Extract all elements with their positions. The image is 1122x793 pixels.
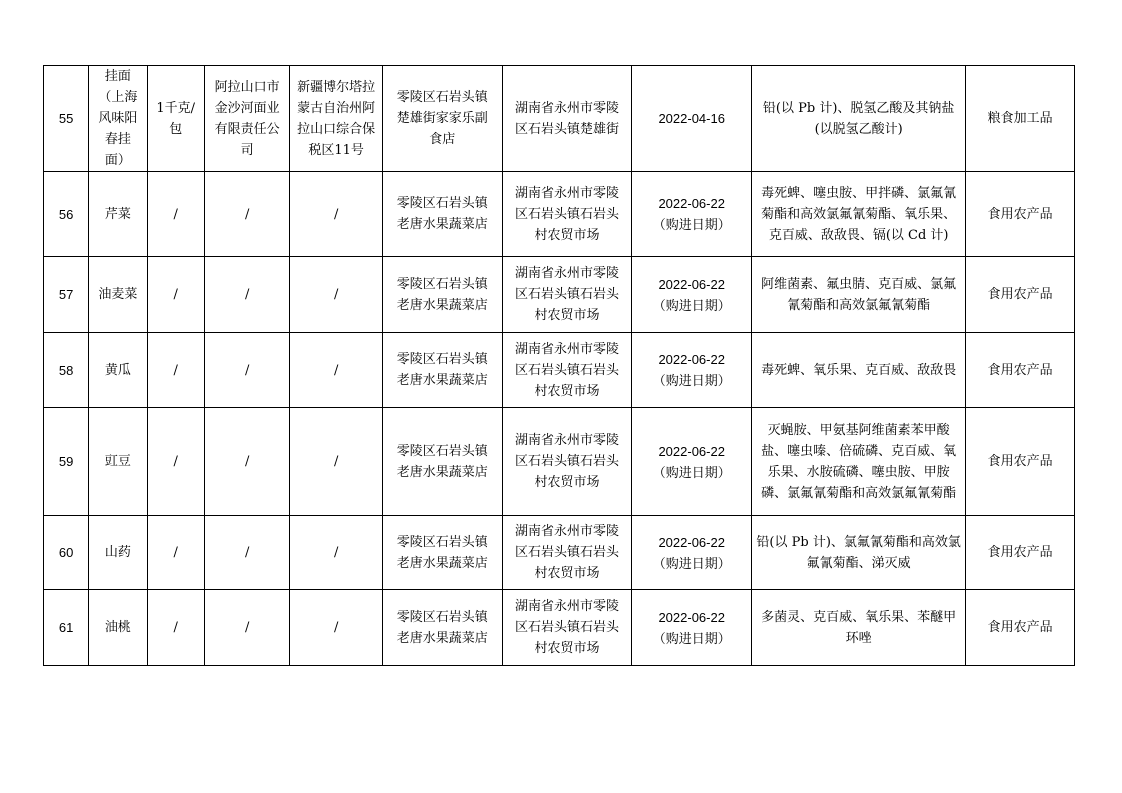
seller-address: 湖南省永州市零陵区石岩头镇楚雄街	[502, 66, 632, 172]
producer-address: /	[290, 257, 383, 333]
date-note: （购进日期）	[652, 630, 731, 646]
table-row	[44, 516, 1075, 590]
sampling-date	[632, 172, 752, 257]
producer-address: /	[290, 408, 383, 516]
producer-name: /	[204, 516, 289, 590]
row-number: 56	[44, 172, 89, 257]
test-items: 毒死蜱、氧乐果、克百威、敌敌畏	[752, 333, 966, 408]
date-value: 2022-04-16	[658, 111, 725, 126]
sampling-date	[632, 333, 752, 408]
seller-address: 湖南省永州市零陵区石岩头镇石岩头村农贸市场	[502, 333, 632, 408]
product-name: 挂面（上海风味阳春挂面）	[89, 66, 147, 172]
producer-address: /	[290, 516, 383, 590]
food-category: 粮食加工品	[966, 66, 1075, 172]
seller-address: 湖南省永州市零陵区石岩头镇石岩头村农贸市场	[502, 516, 632, 590]
date-note: （购进日期）	[652, 373, 731, 388]
seller-address: 湖南省永州市零陵区石岩头镇石岩头村农贸市场	[502, 172, 632, 257]
product-spec: /	[147, 516, 204, 590]
product-name: 芹菜	[89, 172, 147, 257]
row-number: 59	[44, 408, 89, 516]
test-items: 毒死蜱、噻虫胺、甲拌磷、氯氟氰菊酯和高效氯氟氰菊酯、氧乐果、克百威、敌敌畏、镉(以 Cd 计)	[752, 172, 966, 257]
test-items: 铅(以 Pb 计)、氯氟氰菊酯和高效氯氟氰菊酯、涕灭威	[752, 516, 966, 590]
date-note: （购进日期）	[652, 217, 731, 232]
date-value: 2022-06-22	[658, 352, 725, 367]
sampling-results-table	[43, 65, 1075, 666]
table-row	[44, 257, 1075, 333]
table-row	[44, 66, 1075, 172]
row-number: 61	[44, 590, 89, 666]
test-items: 灭蝇胺、甲氨基阿维菌素苯甲酸盐、噻虫嗪、倍硫磷、克百威、氧乐果、水胺硫磷、噻虫胺、甲胺磷、氯氟氰菊酯和高效氯氟氰菊酯	[752, 408, 966, 516]
producer-address: 新疆博尔塔拉蒙古自治州阿拉山口综合保税区11号	[290, 66, 383, 172]
table-row	[44, 408, 1075, 516]
seller-name: 零陵区石岩头镇楚雄街家家乐副食店	[382, 66, 502, 172]
date-value: 2022-06-22	[658, 196, 725, 211]
food-category: 食用农产品	[966, 516, 1075, 590]
test-items: 铅(以 Pb 计)、脱氢乙酸及其钠盐(以脱氢乙酸计)	[752, 66, 966, 172]
sampling-date	[632, 590, 752, 666]
product-name: 油桃	[89, 590, 147, 666]
sampling-date	[632, 257, 752, 333]
product-spec: /	[147, 172, 204, 257]
producer-name: /	[204, 172, 289, 257]
seller-name: 零陵区石岩头镇老唐水果蔬菜店	[382, 516, 502, 590]
product-name: 山药	[89, 516, 147, 590]
producer-address: /	[290, 590, 383, 666]
date-value: 2022-06-22	[658, 443, 725, 459]
product-spec: /	[147, 408, 204, 516]
food-category: 食用农产品	[966, 257, 1075, 333]
sampling-date	[632, 408, 752, 516]
date-value: 2022-06-22	[658, 534, 725, 550]
producer-name: 阿拉山口市金沙河面业有限责任公司	[204, 66, 289, 172]
producer-name: /	[204, 333, 289, 408]
producer-name: /	[204, 590, 289, 666]
product-name: 油麦菜	[89, 257, 147, 333]
row-number: 58	[44, 333, 89, 408]
seller-name: 零陵区石岩头镇老唐水果蔬菜店	[382, 257, 502, 333]
producer-name: /	[204, 257, 289, 333]
food-category: 食用农产品	[966, 408, 1075, 516]
product-spec: /	[147, 333, 204, 408]
product-name: 黄瓜	[89, 333, 147, 408]
producer-name: /	[204, 408, 289, 516]
seller-name: 零陵区石岩头镇老唐水果蔬菜店	[382, 590, 502, 666]
sampling-date	[632, 516, 752, 590]
product-spec: /	[147, 590, 204, 666]
table-row	[44, 333, 1075, 408]
producer-address: /	[290, 172, 383, 257]
row-number: 55	[44, 66, 89, 172]
seller-address: 湖南省永州市零陵区石岩头镇石岩头村农贸市场	[502, 408, 632, 516]
seller-address: 湖南省永州市零陵区石岩头镇石岩头村农贸市场	[502, 257, 632, 333]
date-value: 2022-06-22	[658, 276, 725, 292]
table-row	[44, 172, 1075, 257]
seller-name: 零陵区石岩头镇老唐水果蔬菜店	[382, 172, 502, 257]
row-number: 57	[44, 257, 89, 333]
sampling-date	[632, 66, 752, 172]
row-number: 60	[44, 516, 89, 590]
date-note: （购进日期）	[652, 297, 731, 313]
food-category: 食用农产品	[966, 172, 1075, 257]
test-items: 阿维菌素、氟虫腈、克百威、氯氟氰菊酯和高效氯氟氰菊酯	[752, 257, 966, 333]
date-value: 2022-06-22	[658, 609, 725, 625]
seller-name: 零陵区石岩头镇老唐水果蔬菜店	[382, 408, 502, 516]
seller-address: 湖南省永州市零陵区石岩头镇石岩头村农贸市场	[502, 590, 632, 666]
product-spec: /	[147, 257, 204, 333]
product-spec: 1千克/包	[147, 66, 204, 172]
product-name: 豇豆	[89, 408, 147, 516]
table-row	[44, 590, 1075, 666]
test-items: 多菌灵、克百威、氧乐果、苯醚甲环唑	[752, 590, 966, 666]
date-note: （购进日期）	[652, 464, 731, 480]
food-category: 食用农产品	[966, 333, 1075, 408]
date-note: （购进日期）	[652, 555, 731, 571]
food-category: 食用农产品	[966, 590, 1075, 666]
seller-name: 零陵区石岩头镇老唐水果蔬菜店	[382, 333, 502, 408]
producer-address: /	[290, 333, 383, 408]
